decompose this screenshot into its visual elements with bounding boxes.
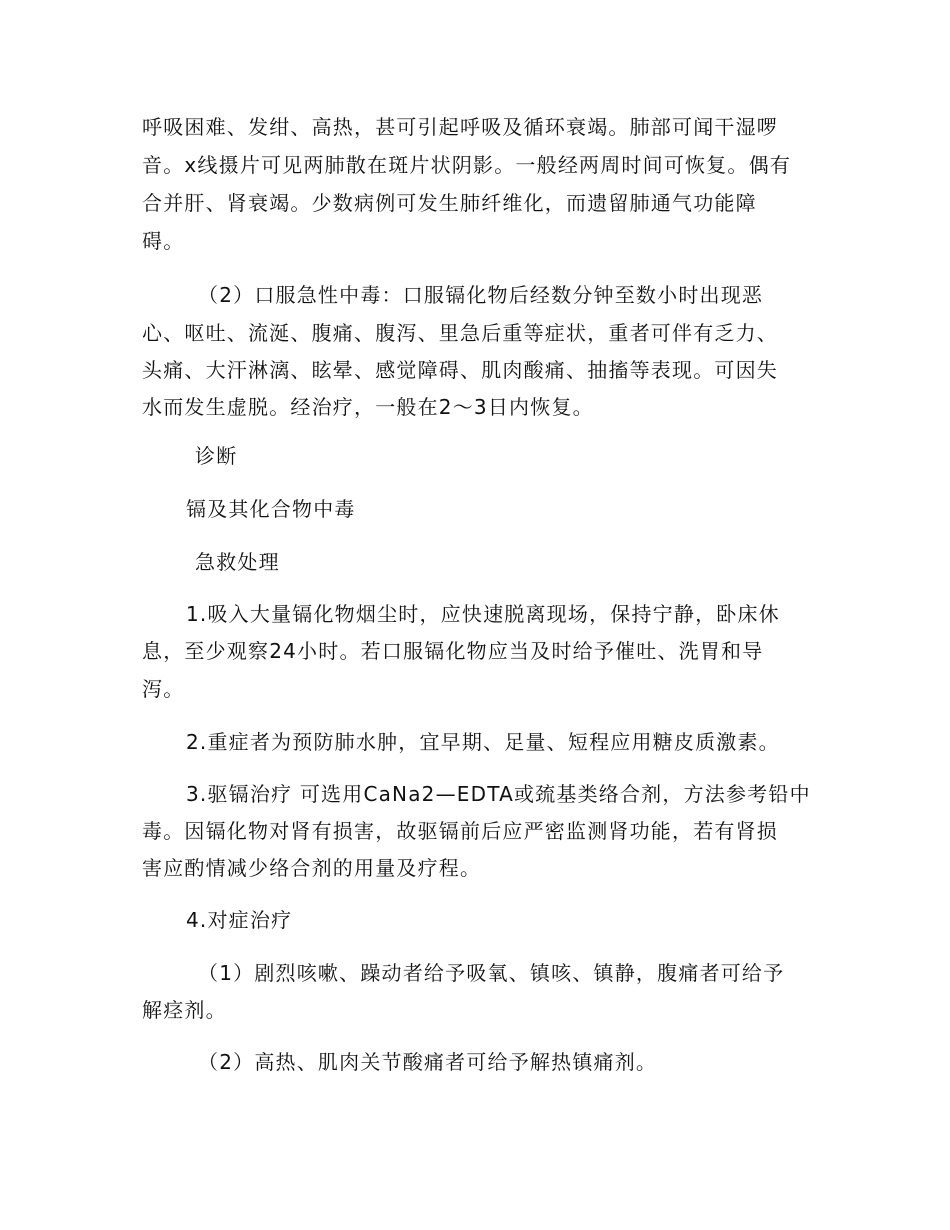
text-line: 毒。因镉化物对肾有损害，故驱镉前后应严密监测肾功能，若有肾损 — [142, 819, 778, 843]
text-line: 息，至少观察24小时。若口服镉化物应当及时给予催吐、洗胃和导 — [142, 639, 764, 663]
text-line: （2）高热、肌肉关节酸痛者可给予解热镇痛剂。 — [198, 1050, 658, 1074]
text-line: 水而发生虚脱。经治疗，一般在2～3日内恢复。 — [142, 395, 594, 419]
text-line: （1）剧烈咳嗽、躁动者给予吸氧、镇咳、镇静，腹痛者可给予 — [198, 961, 785, 985]
section-heading: 诊断 — [195, 444, 238, 468]
text-line: 4.对症治疗 — [186, 908, 293, 932]
text-line: 碍。 — [142, 229, 185, 253]
text-line: 音。x线摄片可见两肺散在斑片状阴影。一般经两周时间可恢复。偶有 — [142, 153, 792, 177]
text-line: 泻。 — [142, 677, 185, 701]
text-line: 呼吸困难、发绀、高热，甚可引起呼吸及循环衰竭。肺部可闻干湿啰 — [142, 115, 778, 139]
text-line: 镉及其化合物中毒 — [186, 497, 356, 521]
text-line: 合并肝、肾衰竭。少数病例可发生肺纤维化，而遗留肺通气功能障 — [142, 191, 757, 215]
text-line: 1.吸入大量镉化物烟尘时，应快速脱离现场，保持宁静，卧床休 — [186, 602, 780, 626]
text-line: 3.驱镉治疗 可选用CaNa2—EDTA或巯基类络合剂，方法参考铅中 — [186, 782, 811, 806]
text-line: 头痛、大汗淋漓、眩晕、感觉障碍、肌肉酸痛、抽搐等表现。可因失 — [142, 358, 778, 382]
text-line: 心、呕吐、流涎、腹痛、腹泻、里急后重等症状，重者可伴有乏力、 — [142, 321, 778, 345]
text-line: 2.重症者为预防肺水肿，宜早期、足量、短程应用糖皮质激素。 — [186, 730, 780, 754]
text-line: （2）口服急性中毒：口服镉化物后经数分钟至数小时出现恶 — [198, 283, 764, 307]
section-heading: 急救处理 — [195, 550, 280, 574]
text-line: 解痉剂。 — [142, 998, 227, 1022]
text-line: 害应酌情减少络合剂的用量及疗程。 — [142, 856, 482, 880]
